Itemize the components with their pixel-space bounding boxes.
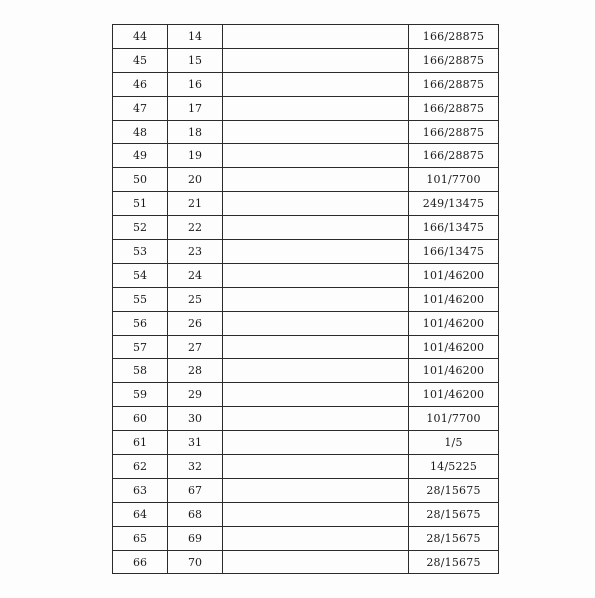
blank-cell bbox=[223, 263, 409, 287]
index-cell: 50 bbox=[113, 168, 168, 192]
blank-cell bbox=[223, 120, 409, 144]
number-cell: 31 bbox=[168, 431, 223, 455]
index-cell: 47 bbox=[113, 96, 168, 120]
number-cell: 32 bbox=[168, 455, 223, 479]
index-cell: 54 bbox=[113, 263, 168, 287]
blank-cell bbox=[223, 25, 409, 49]
number-cell: 29 bbox=[168, 383, 223, 407]
ratio-cell: 101/46200 bbox=[409, 335, 499, 359]
index-cell: 66 bbox=[113, 550, 168, 574]
ratio-cell: 14/5225 bbox=[409, 455, 499, 479]
blank-cell bbox=[223, 216, 409, 240]
blank-cell bbox=[223, 48, 409, 72]
data-table bbox=[112, 24, 499, 574]
number-cell: 27 bbox=[168, 335, 223, 359]
index-cell: 55 bbox=[113, 287, 168, 311]
blank-cell bbox=[223, 407, 409, 431]
blank-cell bbox=[223, 240, 409, 264]
number-cell: 23 bbox=[168, 240, 223, 264]
index-cell: 45 bbox=[113, 48, 168, 72]
number-cell: 22 bbox=[168, 216, 223, 240]
table-row bbox=[113, 526, 499, 550]
number-cell: 24 bbox=[168, 263, 223, 287]
number-cell: 70 bbox=[168, 550, 223, 574]
ratio-cell: 166/13475 bbox=[409, 240, 499, 264]
number-cell: 15 bbox=[168, 48, 223, 72]
index-cell: 65 bbox=[113, 526, 168, 550]
blank-cell bbox=[223, 311, 409, 335]
table-row bbox=[113, 478, 499, 502]
ratio-cell: 101/46200 bbox=[409, 287, 499, 311]
number-cell: 25 bbox=[168, 287, 223, 311]
blank-cell bbox=[223, 72, 409, 96]
index-cell: 58 bbox=[113, 359, 168, 383]
blank-cell bbox=[223, 287, 409, 311]
ratio-cell: 28/15675 bbox=[409, 502, 499, 526]
number-cell: 19 bbox=[168, 144, 223, 168]
table-row bbox=[113, 550, 499, 574]
table-row bbox=[113, 168, 499, 192]
number-cell: 20 bbox=[168, 168, 223, 192]
table-row bbox=[113, 25, 499, 49]
table-row bbox=[113, 144, 499, 168]
table-row bbox=[113, 335, 499, 359]
index-cell: 64 bbox=[113, 502, 168, 526]
index-cell: 59 bbox=[113, 383, 168, 407]
number-cell: 67 bbox=[168, 478, 223, 502]
blank-cell bbox=[223, 550, 409, 574]
blank-cell bbox=[223, 383, 409, 407]
ratio-cell: 28/15675 bbox=[409, 478, 499, 502]
table-row bbox=[113, 407, 499, 431]
blank-cell bbox=[223, 335, 409, 359]
index-cell: 61 bbox=[113, 431, 168, 455]
ratio-cell: 101/7700 bbox=[409, 168, 499, 192]
index-cell: 48 bbox=[113, 120, 168, 144]
index-cell: 46 bbox=[113, 72, 168, 96]
ratio-cell: 101/46200 bbox=[409, 359, 499, 383]
ratio-cell: 166/28875 bbox=[409, 120, 499, 144]
ratio-cell: 166/28875 bbox=[409, 72, 499, 96]
ratio-cell: 166/13475 bbox=[409, 216, 499, 240]
blank-cell bbox=[223, 359, 409, 383]
ratio-cell: 28/15675 bbox=[409, 550, 499, 574]
number-cell: 18 bbox=[168, 120, 223, 144]
blank-cell bbox=[223, 455, 409, 479]
index-cell: 57 bbox=[113, 335, 168, 359]
blank-cell bbox=[223, 192, 409, 216]
ratio-cell: 28/15675 bbox=[409, 526, 499, 550]
table-row bbox=[113, 48, 499, 72]
blank-cell bbox=[223, 478, 409, 502]
number-cell: 68 bbox=[168, 502, 223, 526]
index-cell: 60 bbox=[113, 407, 168, 431]
number-cell: 16 bbox=[168, 72, 223, 96]
table-row bbox=[113, 240, 499, 264]
index-cell: 53 bbox=[113, 240, 168, 264]
index-cell: 49 bbox=[113, 144, 168, 168]
ratio-cell: 101/46200 bbox=[409, 383, 499, 407]
index-cell: 51 bbox=[113, 192, 168, 216]
index-cell: 56 bbox=[113, 311, 168, 335]
ratio-cell: 1/5 bbox=[409, 431, 499, 455]
table-row bbox=[113, 455, 499, 479]
table-row bbox=[113, 502, 499, 526]
table-row bbox=[113, 431, 499, 455]
number-cell: 69 bbox=[168, 526, 223, 550]
table-row bbox=[113, 192, 499, 216]
table-row bbox=[113, 383, 499, 407]
index-cell: 52 bbox=[113, 216, 168, 240]
blank-cell bbox=[223, 144, 409, 168]
blank-cell bbox=[223, 526, 409, 550]
ratio-cell: 101/46200 bbox=[409, 311, 499, 335]
table-row bbox=[113, 359, 499, 383]
number-cell: 26 bbox=[168, 311, 223, 335]
ratio-cell: 166/28875 bbox=[409, 144, 499, 168]
table-row bbox=[113, 287, 499, 311]
table-row bbox=[113, 72, 499, 96]
table-row bbox=[113, 96, 499, 120]
table-body bbox=[113, 25, 499, 574]
number-cell: 28 bbox=[168, 359, 223, 383]
index-cell: 62 bbox=[113, 455, 168, 479]
number-cell: 21 bbox=[168, 192, 223, 216]
index-cell: 44 bbox=[113, 25, 168, 49]
ratio-cell: 166/28875 bbox=[409, 25, 499, 49]
table-row bbox=[113, 311, 499, 335]
ratio-cell: 166/28875 bbox=[409, 48, 499, 72]
table-row bbox=[113, 263, 499, 287]
number-cell: 30 bbox=[168, 407, 223, 431]
number-cell: 17 bbox=[168, 96, 223, 120]
ratio-cell: 101/7700 bbox=[409, 407, 499, 431]
ratio-cell: 249/13475 bbox=[409, 192, 499, 216]
table-row bbox=[113, 120, 499, 144]
blank-cell bbox=[223, 502, 409, 526]
number-cell: 14 bbox=[168, 25, 223, 49]
ratio-cell: 101/46200 bbox=[409, 263, 499, 287]
blank-cell bbox=[223, 96, 409, 120]
blank-cell bbox=[223, 168, 409, 192]
blank-cell bbox=[223, 431, 409, 455]
table-row bbox=[113, 216, 499, 240]
index-cell: 63 bbox=[113, 478, 168, 502]
ratio-cell: 166/28875 bbox=[409, 96, 499, 120]
